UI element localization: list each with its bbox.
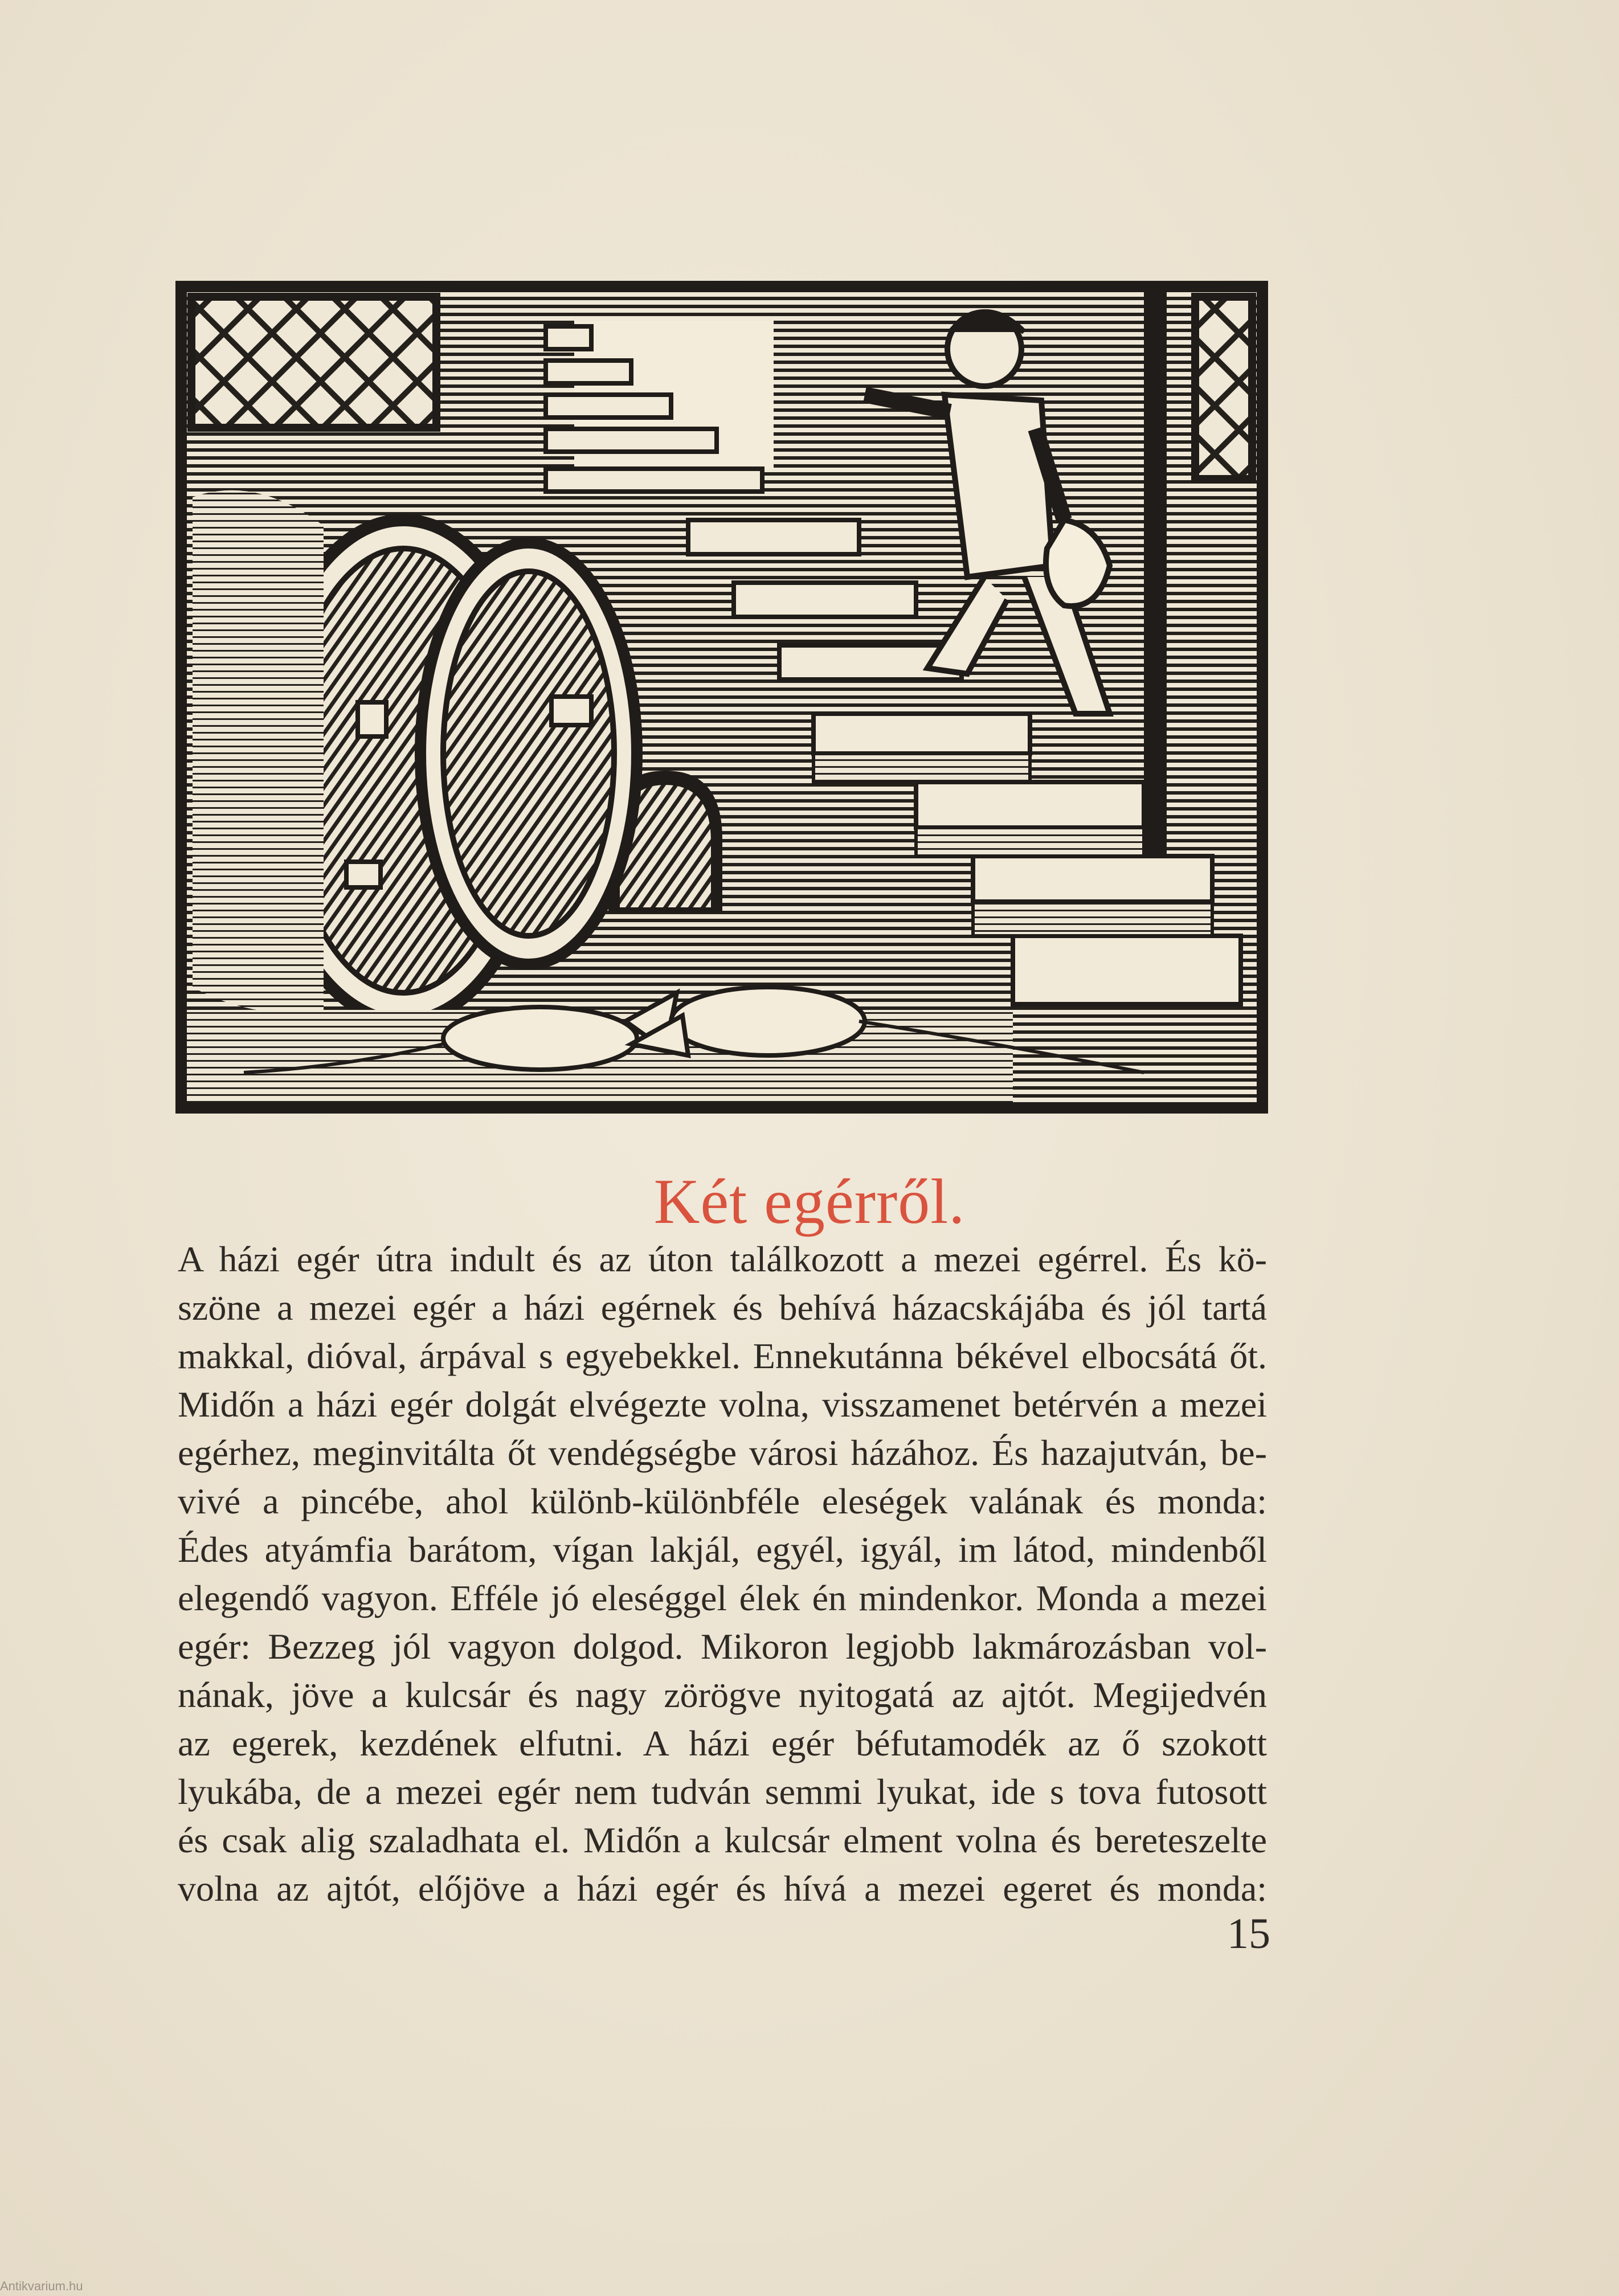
fable-text xyxy=(178,1235,1267,1913)
cellar-scene-woodcut xyxy=(175,281,1268,1114)
page-number: 15 xyxy=(1227,1910,1270,1958)
text-line: elegendő vagyon. Efféle jó eleséggel élek én mindenkor. Monda a mezei xyxy=(178,1578,1267,1618)
text-line: makkal, dióval, árpával s egyebekkel. Ennekutánna békével elbocsátá őt. xyxy=(178,1336,1267,1376)
barrel-right xyxy=(420,543,637,964)
text-line: és csak alig szaladhata el. Midőn a kulcsár elment volna és bereteszelte xyxy=(178,1820,1267,1860)
text-line: nának, jöve a kulcsár és nagy zörögve nyitogatá az ajtót. Megijedvén xyxy=(178,1675,1267,1715)
text-line: Édes atyámfia barátom, vígan lakjál, egyél, igyál, im látod, mindenből xyxy=(178,1529,1267,1570)
text-line: A házi egér útra indult és az úton találkozott a mezei egérrel. És kö- xyxy=(178,1239,1267,1279)
woodcut-illustration xyxy=(175,281,1268,1114)
text-line: egérhez, meginvitálta őt vendégségbe városi házához. És hazajutván, be- xyxy=(178,1433,1267,1473)
watermark: Antikvarium.hu xyxy=(0,2279,83,2293)
text-line: Midőn a házi egér dolgát elvégezte volna, visszamenet betérvén a mezei xyxy=(178,1384,1267,1425)
text-line: volna az ajtót, előjöve a házi egér és hívá a mezei egeret és monda: xyxy=(178,1868,1267,1909)
text-line: lyukába, de a mezei egér nem tudván semmi lyukat, ide s tova futosott xyxy=(178,1771,1267,1812)
text-line: szöne a mezei egér a házi egérnek és behívá házacskájába és jól tartá xyxy=(178,1287,1267,1328)
text-line: az egerek, kezdének elfutni. A házi egér béfutamodék az ő szokott xyxy=(178,1723,1267,1763)
text-line: vivé a pincébe, ahol különb-különbféle eleségek valának és monda: xyxy=(178,1481,1267,1521)
chapter-title: Két egérről. xyxy=(653,1167,966,1237)
text-line: egér: Bezzeg jól vagyon dolgod. Mikoron legjobb lakmározásban vol- xyxy=(178,1626,1267,1667)
